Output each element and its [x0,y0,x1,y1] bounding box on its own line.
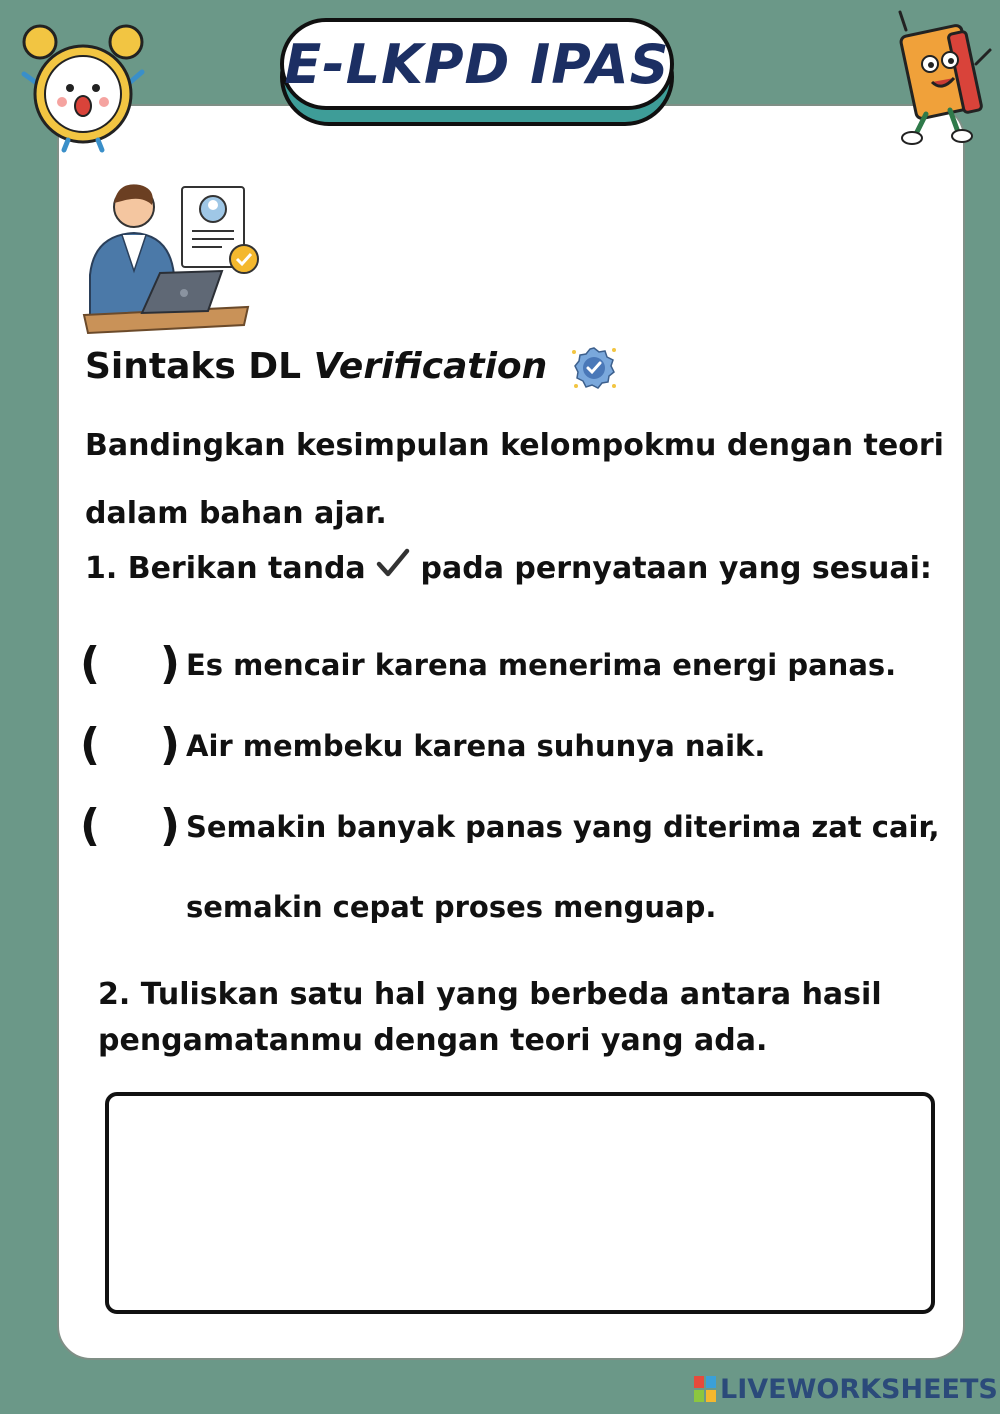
verified-badge-icon [568,342,620,394]
open-paren: ( [80,718,101,770]
banner-main [280,18,674,110]
title-banner [280,18,674,126]
instruction-text: Bandingkan kesimpulan kelompokmu dengan teori dalam bahan ajar. [85,428,944,531]
statement-text-3: Semakin banyak panas yang diterima zat cair, semakin cepat proses menguap. [186,810,940,924]
heading-prefix: Sintaks DL [85,346,314,387]
question-1 [85,548,932,586]
question-1-prefix: 1. Berikan tanda [85,551,377,586]
statement-text-2: Air membeku karena suhunya naik. [186,729,766,763]
close-paren: ) [159,718,180,770]
heading-italic: Verification [313,346,548,387]
footer-brand: LIVEWORKSHEETS [720,1373,998,1405]
check-slot-3[interactable] [80,797,180,853]
liveworksheets-logo [694,1372,998,1406]
page-title: E-LKPD IPAS [284,32,670,96]
alarm-clock-icon [18,14,148,154]
check-slot-2[interactable] [80,716,180,772]
check-slot-1[interactable] [80,635,180,691]
section-heading [85,342,620,394]
book-mascot-icon [886,2,998,158]
question-1-suffix: pada pernyataan yang sesuai: [410,551,932,586]
close-paren: ) [159,799,180,851]
answer-textbox[interactable] [105,1092,935,1314]
close-paren: ) [159,637,180,689]
statement-text-1: Es mencair karena menerima energi panas. [186,648,897,682]
open-paren: ( [80,637,101,689]
question-2: 2. Tuliskan satu hal yang berbeda antara hasil pengamatanmu dengan teori yang ada. [98,977,882,1058]
open-paren: ( [80,799,101,851]
liveworksheets-logo-icon [694,1376,716,1402]
checkmark-icon [376,548,410,578]
person-laptop-illustration [82,175,267,335]
